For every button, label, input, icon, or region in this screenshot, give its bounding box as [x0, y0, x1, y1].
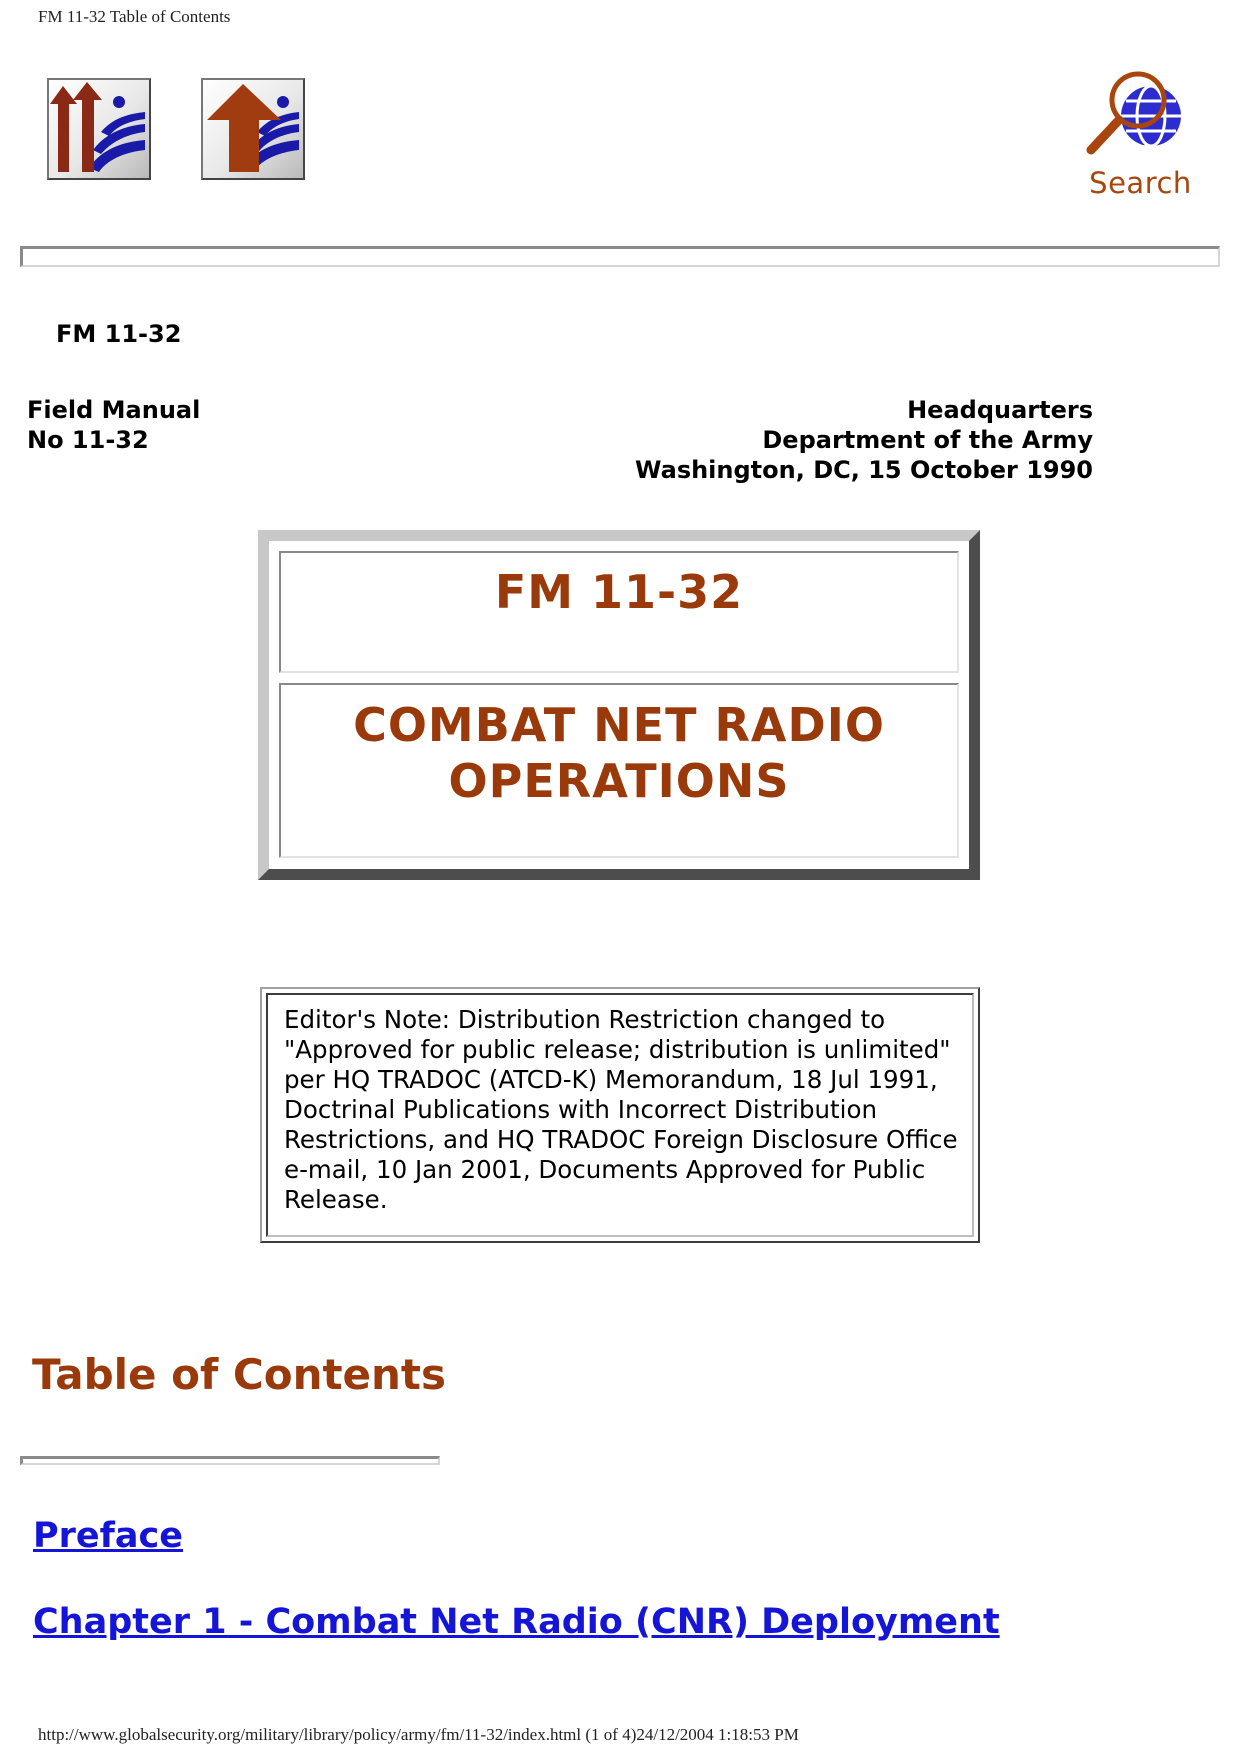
hq-line-1: Headquarters [907, 396, 1093, 424]
headquarters-block [635, 395, 1093, 485]
print-header: FM 11-32 Table of Contents [38, 7, 231, 26]
search-button[interactable] [1078, 66, 1203, 201]
field-manual-no: No 11-32 [27, 426, 149, 454]
title-text [279, 683, 959, 858]
toc-link-chapter-1[interactable]: Chapter 1 - Combat Net Radio (CNR) Deployment [33, 1602, 1000, 1642]
toc-heading: Table of Contents [32, 1350, 447, 1399]
title-number: FM 11-32 [279, 551, 959, 673]
editors-note: Editor's Note: Distribution Restriction changed to "Approved for public release; distribution is unlimited" per HQ TRADOC (ATCD-K) Memorandum, 18 Jul 1991, Doctrinal Publications with Incorrect Distribution Restrictions, and HQ TRADOC Foreign Disclosure Office e-mail, 10 Jan 2001, Documents Approved for Public Release. [266, 993, 974, 1237]
double-up-arrow-globe-icon [49, 80, 149, 178]
up-arrow-globe-icon [203, 80, 303, 178]
hq-line-2: Department of the Army [762, 426, 1093, 454]
print-footer: http://www.globalsecurity.org/military/library/policy/army/fm/11-32/index.html (1 of 4)24/12/2004 1:18:53 PM [38, 1725, 799, 1744]
field-manual-label: Field Manual [27, 396, 201, 424]
document-id: FM 11-32 [56, 320, 182, 348]
toc-link-preface[interactable]: Preface [33, 1516, 183, 1556]
title-line-1: COMBAT NET RADIO [353, 698, 885, 752]
editors-note-box [260, 987, 980, 1243]
search-label: Search [1089, 166, 1192, 200]
title-line-2: OPERATIONS [448, 754, 790, 808]
magnifier-globe-icon [1081, 66, 1201, 166]
title-box [258, 530, 980, 880]
field-manual-number [27, 395, 200, 455]
toc-divider [20, 1456, 440, 1465]
up-level-button[interactable] [201, 78, 305, 180]
hq-line-3: Washington, DC, 15 October 1990 [635, 456, 1093, 484]
header-divider [20, 246, 1220, 267]
back-to-index-button[interactable] [47, 78, 151, 180]
